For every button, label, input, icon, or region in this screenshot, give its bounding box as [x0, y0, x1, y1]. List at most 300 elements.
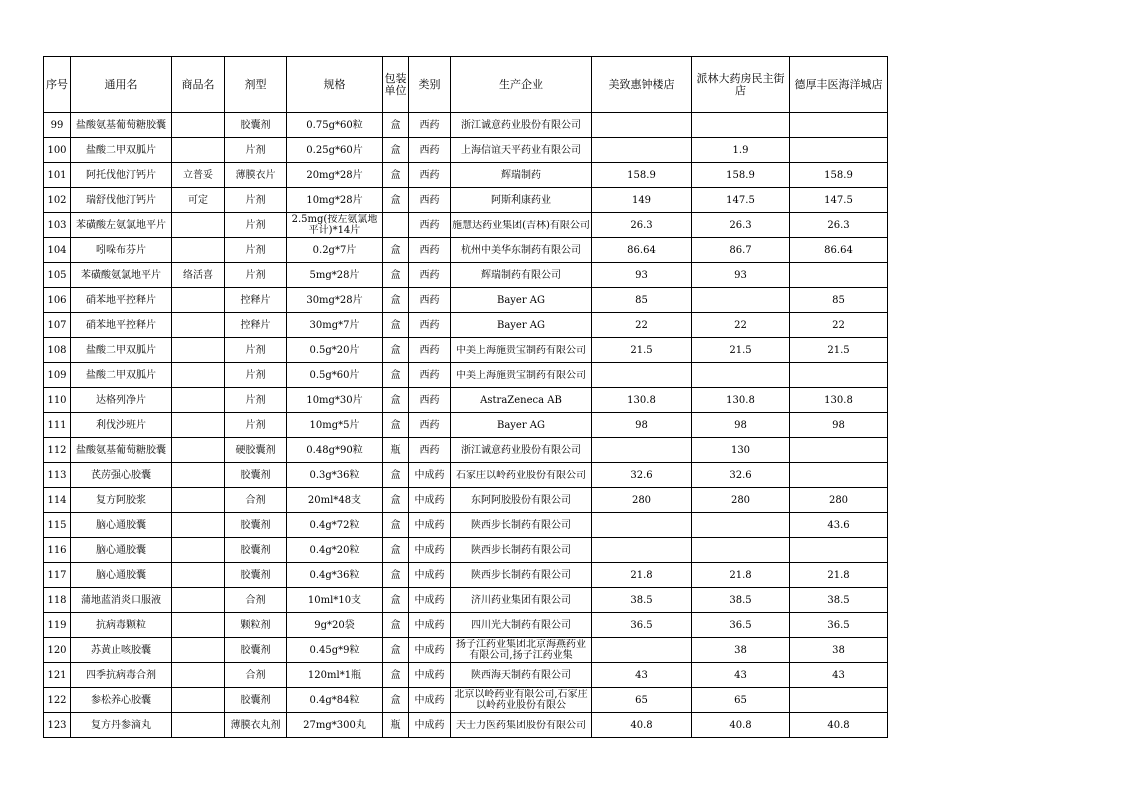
table-row — [44, 613, 888, 638]
store-2-price-cell: 38.5 — [692, 588, 790, 613]
spec-cell: 0.3g*36粒 — [287, 463, 383, 488]
dosage-form-cell: 合剂 — [225, 488, 287, 513]
generic-name-cell: 脑心通胶囊 — [71, 563, 172, 588]
store-2-price-cell: 1.9 — [692, 138, 790, 163]
brand-name-cell — [172, 338, 225, 363]
table-row — [44, 513, 888, 538]
brand-name-cell — [172, 563, 225, 588]
store-2-price-cell: 21.5 — [692, 338, 790, 363]
manufacturer-cell: 陕西海天制药有限公司 — [451, 663, 592, 688]
manufacturer-cell-text: 扬子江药业集团北京海燕药业有限公司,扬子江药业集 — [456, 639, 586, 661]
spec-cell: 10ml*10支 — [287, 588, 383, 613]
brand-name-cell — [172, 463, 225, 488]
manufacturer-cell: 浙江诚意药业股份有限公司 — [451, 113, 592, 138]
brand-name-cell: 立普妥 — [172, 163, 225, 188]
generic-name-cell: 芪苈强心胶囊 — [71, 463, 172, 488]
store-2-price-cell: 22 — [692, 313, 790, 338]
seq-cell: 100 — [44, 138, 71, 163]
table-row — [44, 238, 888, 263]
manufacturer-cell-text: 石家庄以岭药业股份有限公司 — [456, 469, 586, 481]
generic-name-cell: 利伐沙班片 — [71, 413, 172, 438]
store-2-price-cell: 40.8 — [692, 713, 790, 738]
generic-name-cell: 脑心通胶囊 — [71, 538, 172, 563]
dosage-form-cell: 片剂 — [225, 138, 287, 163]
category-cell: 西药 — [409, 163, 451, 188]
category-cell: 西药 — [409, 263, 451, 288]
spec-cell: 5mg*28片 — [287, 263, 383, 288]
table-row — [44, 638, 888, 663]
col-header-generic-name: 通用名 — [71, 57, 172, 113]
pack-unit-cell: 盒 — [383, 638, 409, 663]
spec-cell-text: 2.5mg(按左氨氯地平计)*14片 — [291, 214, 378, 236]
dosage-form-cell: 合剂 — [225, 663, 287, 688]
dosage-form-cell: 薄膜衣片 — [225, 163, 287, 188]
category-cell: 中成药 — [409, 613, 451, 638]
category-cell: 西药 — [409, 363, 451, 388]
category-cell: 中成药 — [409, 563, 451, 588]
store-3-price-cell: 130.8 — [790, 388, 888, 413]
generic-name-cell: 阿托伐他汀钙片 — [71, 163, 172, 188]
seq-cell: 102 — [44, 188, 71, 213]
table-row — [44, 338, 888, 363]
pack-unit-cell: 瓶 — [383, 438, 409, 463]
store-1-price-cell: 280 — [592, 488, 692, 513]
store-1-price-cell: 21.5 — [592, 338, 692, 363]
table-row — [44, 138, 888, 163]
seq-cell: 107 — [44, 313, 71, 338]
dosage-form-cell: 颗粒剂 — [225, 613, 287, 638]
store-2-price-cell: 43 — [692, 663, 790, 688]
table-row — [44, 688, 888, 713]
table-row — [44, 213, 888, 238]
manufacturer-cell-text: 北京以岭药业有限公司,石家庄以岭药业股份有限公 — [454, 689, 588, 711]
manufacturer-cell-text: 天士力医药集团股份有限公司 — [456, 719, 586, 731]
generic-name-cell: 硝苯地平控释片 — [71, 288, 172, 313]
brand-name-cell — [172, 438, 225, 463]
pack-unit-cell: 瓶 — [383, 713, 409, 738]
spec-cell: 27mg*300丸 — [287, 713, 383, 738]
pack-unit-cell: 盒 — [383, 538, 409, 563]
store-3-price-cell — [790, 688, 888, 713]
generic-name-cell: 复方阿胶浆 — [71, 488, 172, 513]
manufacturer-cell: 阿斯利康药业 — [451, 188, 592, 213]
table-row — [44, 313, 888, 338]
store-1-price-cell: 93 — [592, 263, 692, 288]
manufacturer-cell: 杭州中美华东制药有限公司 — [451, 238, 592, 263]
store-2-price-cell — [692, 288, 790, 313]
pack-unit-cell: 盒 — [383, 338, 409, 363]
spec-cell: 0.5g*20片 — [287, 338, 383, 363]
manufacturer-cell — [451, 638, 592, 663]
brand-name-cell — [172, 138, 225, 163]
category-cell: 西药 — [409, 313, 451, 338]
store-1-price-cell: 32.6 — [592, 463, 692, 488]
generic-name-cell: 抗病毒颗粒 — [71, 613, 172, 638]
store-3-price-cell: 40.8 — [790, 713, 888, 738]
seq-cell: 101 — [44, 163, 71, 188]
store-1-price-cell: 65 — [592, 688, 692, 713]
manufacturer-cell — [451, 213, 592, 238]
store-3-price-cell: 21.8 — [790, 563, 888, 588]
brand-name-cell — [172, 613, 225, 638]
spec-cell: 0.4g*36粒 — [287, 563, 383, 588]
store-1-price-cell: 22 — [592, 313, 692, 338]
spec-cell — [287, 213, 383, 238]
pack-unit-cell: 盒 — [383, 113, 409, 138]
store-3-price-cell: 147.5 — [790, 188, 888, 213]
manufacturer-cell — [451, 388, 592, 413]
seq-cell: 119 — [44, 613, 71, 638]
manufacturer-cell-text: 中美上海施贵宝制药有限公司 — [456, 369, 586, 381]
generic-name-cell: 达格列净片 — [71, 388, 172, 413]
seq-cell: 115 — [44, 513, 71, 538]
manufacturer-cell: 陕西步长制药有限公司 — [451, 538, 592, 563]
col-header-pack-unit: 包装单位 — [383, 57, 409, 113]
category-cell: 中成药 — [409, 488, 451, 513]
spec-cell: 0.4g*72粒 — [287, 513, 383, 538]
table-row — [44, 438, 888, 463]
generic-name-cell: 苏黄止咳胶囊 — [71, 638, 172, 663]
store-2-price-cell: 98 — [692, 413, 790, 438]
store-1-price-cell: 149 — [592, 188, 692, 213]
dosage-form-cell: 硬胶囊剂 — [225, 438, 287, 463]
dosage-form-cell: 胶囊剂 — [225, 463, 287, 488]
store-3-price-cell: 158.9 — [790, 163, 888, 188]
seq-cell: 114 — [44, 488, 71, 513]
seq-cell: 112 — [44, 438, 71, 463]
pack-unit-cell — [383, 213, 409, 238]
store-2-price-cell: 158.9 — [692, 163, 790, 188]
store-1-price-cell: 36.5 — [592, 613, 692, 638]
generic-name-cell: 脑心通胶囊 — [71, 513, 172, 538]
store-2-price-cell: 130 — [692, 438, 790, 463]
category-cell: 中成药 — [409, 463, 451, 488]
seq-cell: 106 — [44, 288, 71, 313]
store-3-price-cell — [790, 538, 888, 563]
store-2-price-cell: 130.8 — [692, 388, 790, 413]
brand-name-cell — [172, 488, 225, 513]
manufacturer-cell: 浙江诚意药业股份有限公司 — [451, 438, 592, 463]
table-row — [44, 563, 888, 588]
dosage-form-cell: 片剂 — [225, 188, 287, 213]
generic-name-cell: 蒲地蓝消炎口服液 — [71, 588, 172, 613]
store-2-price-cell: 65 — [692, 688, 790, 713]
store-1-price-cell: 98 — [592, 413, 692, 438]
generic-name-cell: 参松养心胶囊 — [71, 688, 172, 713]
generic-name-cell: 盐酸氨基葡萄糖胶囊 — [71, 113, 172, 138]
table-row — [44, 188, 888, 213]
manufacturer-cell: Bayer AG — [451, 413, 592, 438]
store-1-price-cell: 85 — [592, 288, 692, 313]
spec-cell: 0.2g*7片 — [287, 238, 383, 263]
seq-cell: 109 — [44, 363, 71, 388]
store-1-price-cell — [592, 538, 692, 563]
spec-cell: 20ml*48支 — [287, 488, 383, 513]
dosage-form-cell: 胶囊剂 — [225, 688, 287, 713]
seq-cell: 118 — [44, 588, 71, 613]
table-row — [44, 463, 888, 488]
category-cell: 西药 — [409, 188, 451, 213]
pack-unit-cell: 盒 — [383, 138, 409, 163]
manufacturer-cell: 陕西步长制药有限公司 — [451, 513, 592, 538]
category-cell: 中成药 — [409, 638, 451, 663]
spec-cell: 0.5g*60片 — [287, 363, 383, 388]
pack-unit-cell: 盒 — [383, 688, 409, 713]
dosage-form-cell: 片剂 — [225, 338, 287, 363]
pack-unit-cell: 盒 — [383, 463, 409, 488]
seq-cell: 110 — [44, 388, 71, 413]
store-3-price-cell — [790, 363, 888, 388]
dosage-form-cell: 片剂 — [225, 413, 287, 438]
dosage-form-cell: 胶囊剂 — [225, 513, 287, 538]
brand-name-cell — [172, 538, 225, 563]
col-header-dosage-form: 剂型 — [225, 57, 287, 113]
table-row — [44, 363, 888, 388]
dosage-form-cell: 合剂 — [225, 588, 287, 613]
store-2-price-cell: 38 — [692, 638, 790, 663]
store-3-price-cell: 98 — [790, 413, 888, 438]
table-body — [44, 113, 888, 738]
dosage-form-cell: 胶囊剂 — [225, 563, 287, 588]
dosage-form-cell: 片剂 — [225, 363, 287, 388]
category-cell: 中成药 — [409, 513, 451, 538]
store-2-price-cell — [692, 513, 790, 538]
store-1-price-cell: 130.8 — [592, 388, 692, 413]
price-table — [43, 56, 888, 738]
store-2-price-cell — [692, 363, 790, 388]
pack-unit-cell: 盒 — [383, 513, 409, 538]
spec-cell: 30mg*28片 — [287, 288, 383, 313]
pack-unit-cell: 盒 — [383, 388, 409, 413]
pack-unit-cell: 盒 — [383, 663, 409, 688]
store-3-price-cell: 43.6 — [790, 513, 888, 538]
store-1-price-cell — [592, 513, 692, 538]
col-header-brand-name: 商品名 — [172, 57, 225, 113]
store-3-price-cell: 26.3 — [790, 213, 888, 238]
brand-name-cell — [172, 313, 225, 338]
seq-cell: 113 — [44, 463, 71, 488]
dosage-form-cell: 片剂 — [225, 263, 287, 288]
store-1-price-cell: 158.9 — [592, 163, 692, 188]
brand-name-cell — [172, 513, 225, 538]
dosage-form-cell: 胶囊剂 — [225, 538, 287, 563]
store-3-price-cell — [790, 113, 888, 138]
pack-unit-cell: 盒 — [383, 313, 409, 338]
store-2-price-cell: 93 — [692, 263, 790, 288]
spec-cell: 30mg*7片 — [287, 313, 383, 338]
brand-name-cell — [172, 288, 225, 313]
store-1-price-cell: 43 — [592, 663, 692, 688]
dosage-form-cell: 胶囊剂 — [225, 638, 287, 663]
store-2-price-cell — [692, 538, 790, 563]
col-header-store-3: 德厚丰医海洋城店 — [790, 57, 888, 113]
col-header-store-2: 派林大药房民主街店 — [692, 57, 790, 113]
manufacturer-cell — [451, 338, 592, 363]
table-row — [44, 663, 888, 688]
manufacturer-cell-text: 中美上海施贵宝制药有限公司 — [456, 344, 586, 356]
dosage-form-cell: 片剂 — [225, 238, 287, 263]
brand-name-cell — [172, 238, 225, 263]
category-cell: 西药 — [409, 413, 451, 438]
store-1-price-cell — [592, 363, 692, 388]
col-header-category: 类别 — [409, 57, 451, 113]
dosage-form-cell: 薄膜衣丸剂 — [225, 713, 287, 738]
brand-name-cell — [172, 638, 225, 663]
spec-cell: 0.48g*90粒 — [287, 438, 383, 463]
manufacturer-cell: 上海信谊天平药业有限公司 — [451, 138, 592, 163]
manufacturer-cell: 东阿阿胶股份有限公司 — [451, 488, 592, 513]
dosage-form-cell: 片剂 — [225, 213, 287, 238]
category-cell: 中成药 — [409, 663, 451, 688]
pack-unit-cell: 盒 — [383, 488, 409, 513]
category-cell: 西药 — [409, 338, 451, 363]
manufacturer-cell: 辉瑞制药 — [451, 163, 592, 188]
brand-name-cell: 可定 — [172, 188, 225, 213]
store-1-price-cell: 21.8 — [592, 563, 692, 588]
generic-name-cell: 硝苯地平控释片 — [71, 313, 172, 338]
generic-name-cell: 吲哚布芬片 — [71, 238, 172, 263]
store-1-price-cell — [592, 113, 692, 138]
table-row — [44, 588, 888, 613]
table-row — [44, 713, 888, 738]
spec-cell: 10mg*5片 — [287, 413, 383, 438]
store-3-price-cell — [790, 263, 888, 288]
manufacturer-cell: 辉瑞制药有限公司 — [451, 263, 592, 288]
pack-unit-cell: 盒 — [383, 238, 409, 263]
seq-cell: 103 — [44, 213, 71, 238]
store-1-price-cell: 40.8 — [592, 713, 692, 738]
category-cell: 中成药 — [409, 688, 451, 713]
seq-cell: 104 — [44, 238, 71, 263]
manufacturer-cell: 四川光大制药有限公司 — [451, 613, 592, 638]
table-row — [44, 113, 888, 138]
seq-cell: 99 — [44, 113, 71, 138]
store-3-price-cell — [790, 138, 888, 163]
col-header-manufacturer: 生产企业 — [451, 57, 592, 113]
store-2-price-cell: 26.3 — [692, 213, 790, 238]
store-2-price-cell: 32.6 — [692, 463, 790, 488]
store-1-price-cell — [592, 638, 692, 663]
spec-cell: 20mg*28片 — [287, 163, 383, 188]
seq-cell: 123 — [44, 713, 71, 738]
category-cell: 中成药 — [409, 588, 451, 613]
brand-name-cell — [172, 413, 225, 438]
category-cell: 中成药 — [409, 538, 451, 563]
table-row — [44, 538, 888, 563]
category-cell: 西药 — [409, 238, 451, 263]
table-row — [44, 163, 888, 188]
store-3-price-cell: 38 — [790, 638, 888, 663]
store-2-price-cell: 147.5 — [692, 188, 790, 213]
dosage-form-cell: 控释片 — [225, 288, 287, 313]
category-cell: 西药 — [409, 213, 451, 238]
store-2-price-cell: 86.7 — [692, 238, 790, 263]
pack-unit-cell: 盒 — [383, 613, 409, 638]
table-row — [44, 388, 888, 413]
dosage-form-cell: 胶囊剂 — [225, 113, 287, 138]
col-header-spec: 规格 — [287, 57, 383, 113]
manufacturer-cell: Bayer AG — [451, 313, 592, 338]
table-row — [44, 263, 888, 288]
spec-cell: 9g*20袋 — [287, 613, 383, 638]
pack-unit-cell: 盒 — [383, 263, 409, 288]
seq-cell: 117 — [44, 563, 71, 588]
pack-unit-cell: 盒 — [383, 588, 409, 613]
pack-unit-cell: 盒 — [383, 163, 409, 188]
seq-cell: 120 — [44, 638, 71, 663]
spec-cell: 10mg*30片 — [287, 388, 383, 413]
manufacturer-cell: Bayer AG — [451, 288, 592, 313]
spec-cell: 0.4g*84粒 — [287, 688, 383, 713]
store-2-price-cell: 280 — [692, 488, 790, 513]
generic-name-cell: 盐酸二甲双胍片 — [71, 138, 172, 163]
manufacturer-cell — [451, 363, 592, 388]
store-3-price-cell — [790, 438, 888, 463]
category-cell: 西药 — [409, 438, 451, 463]
store-3-price-cell: 36.5 — [790, 613, 888, 638]
pack-unit-cell: 盒 — [383, 413, 409, 438]
brand-name-cell — [172, 113, 225, 138]
generic-name-cell: 苯磺酸左氨氯地平片 — [71, 213, 172, 238]
store-3-price-cell: 38.5 — [790, 588, 888, 613]
store-2-price-cell: 36.5 — [692, 613, 790, 638]
category-cell: 西药 — [409, 288, 451, 313]
brand-name-cell — [172, 388, 225, 413]
brand-name-cell — [172, 688, 225, 713]
manufacturer-cell-text: 施慧达药业集团(吉林)有限公司 — [452, 219, 590, 231]
store-3-price-cell: 21.5 — [790, 338, 888, 363]
manufacturer-cell — [451, 688, 592, 713]
seq-cell: 108 — [44, 338, 71, 363]
spec-cell: 0.4g*20粒 — [287, 538, 383, 563]
category-cell: 西药 — [409, 138, 451, 163]
store-3-price-cell — [790, 463, 888, 488]
generic-name-cell: 盐酸二甲双胍片 — [71, 363, 172, 388]
spec-cell: 0.75g*60粒 — [287, 113, 383, 138]
store-3-price-cell: 22 — [790, 313, 888, 338]
store-1-price-cell: 38.5 — [592, 588, 692, 613]
manufacturer-cell — [451, 463, 592, 488]
category-cell: 西药 — [409, 113, 451, 138]
generic-name-cell: 四季抗病毒合剂 — [71, 663, 172, 688]
store-2-price-cell: 21.8 — [692, 563, 790, 588]
pack-unit-cell: 盒 — [383, 288, 409, 313]
seq-cell: 116 — [44, 538, 71, 563]
store-1-price-cell — [592, 438, 692, 463]
pack-unit-cell: 盒 — [383, 563, 409, 588]
spec-cell: 10mg*28片 — [287, 188, 383, 213]
spec-cell: 0.25g*60片 — [287, 138, 383, 163]
generic-name-cell: 瑞舒伐他汀钙片 — [71, 188, 172, 213]
table-row — [44, 288, 888, 313]
store-3-price-cell: 280 — [790, 488, 888, 513]
dosage-form-cell: 片剂 — [225, 388, 287, 413]
spec-cell: 120ml*1瓶 — [287, 663, 383, 688]
manufacturer-cell: 济川药业集团有限公司 — [451, 588, 592, 613]
seq-cell: 121 — [44, 663, 71, 688]
pack-unit-cell: 盒 — [383, 188, 409, 213]
store-1-price-cell: 86.64 — [592, 238, 692, 263]
header-row — [44, 57, 888, 113]
store-3-price-cell: 85 — [790, 288, 888, 313]
col-header-store-1: 美致惠钟楼店 — [592, 57, 692, 113]
store-1-price-cell: 26.3 — [592, 213, 692, 238]
brand-name-cell: 络活喜 — [172, 263, 225, 288]
pack-unit-cell: 盒 — [383, 363, 409, 388]
generic-name-cell: 复方丹参滴丸 — [71, 713, 172, 738]
dosage-form-cell: 控释片 — [225, 313, 287, 338]
generic-name-cell: 盐酸氨基葡萄糖胶囊 — [71, 438, 172, 463]
